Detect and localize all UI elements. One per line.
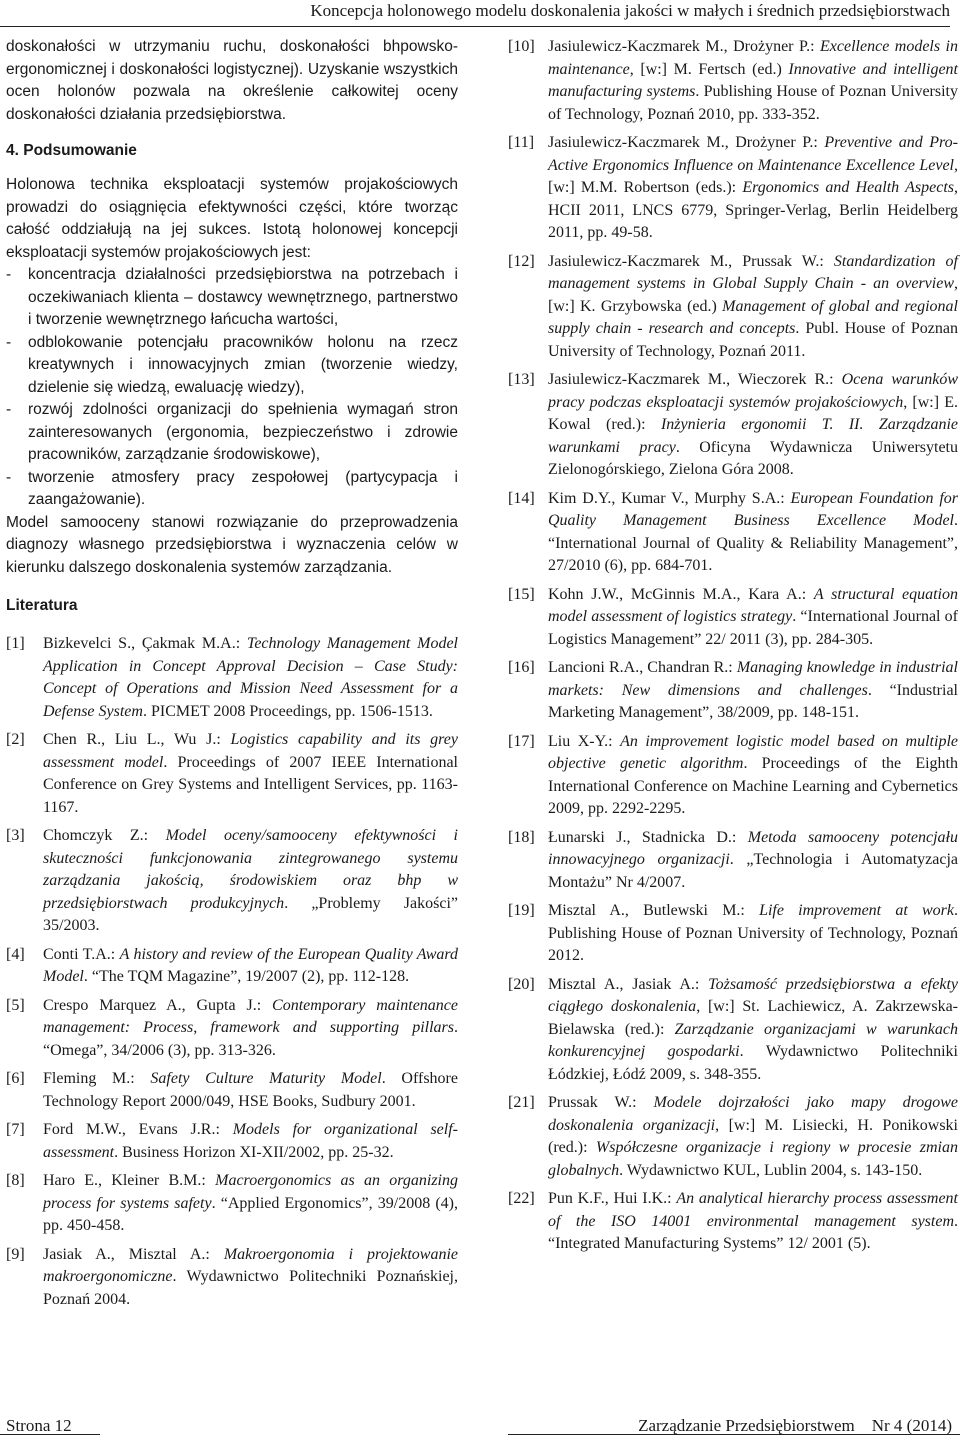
bullet-text: odblokowanie potencjału pracowników holonu na rzecz kreatywnych i innowacyjnych zmian (tworzenie wiedzy, dzielenie się wiedzą, ewaluację wiedzy), <box>28 333 458 396</box>
reference-item: [19] Misztal A., Butlewski M.: Life improvement at work. Publishing House of Poznan University of Technology, Poznań 2012. <box>508 902 958 964</box>
bullet-text: tworzenie atmosfery pracy zespołowej (partycypacja i zaangażowanie). <box>28 468 458 508</box>
list-item: - tworzenie atmosfery pracy zespołowej (partycypacja i zaangażowanie). <box>6 468 458 508</box>
section-heading: 4. Podsumowanie <box>6 142 137 159</box>
reference-item: [21] Prussak W.: Modele dojrzałości jako mapy drogowe doskonalenia organizacji, [w:] M. Lisiecki, H. Ponikowski (red.): Współczesne organizacje i regiony w procesie zmian globalnych. Wydawnictwo KUL, Lublin 2004, s. 143-150. <box>508 1094 958 1179</box>
left-column <box>6 36 458 1317</box>
bullet-text: rozwój zdolności organizacji do spełnienia wymagań stron zainteresowanych (ergonomia, bezpieczeństwo i zdrowie pracowników, zarządzanie środowiskowe), <box>28 401 458 463</box>
reference-item: [11] Jasiulewicz-Kaczmarek M., Drożyner P.: Preventive and Pro-Active Ergonomics Influence on Maintenance Excellence Level, [w:] M.M. Robertson (eds.): Ergonomics and Health Aspects, HCII 2011, LNCS 6779, Springer-Verlag, Berlin Heidelberg 2011, pp. 49-58. <box>508 134 959 241</box>
reference-item: [18] Łunarski J., Stadnicka D.: Metoda samooceny potencjału innowacyjnego organizacji. „Technologia i Automatyzacja Montażu” Nr 4/2007. <box>508 828 958 891</box>
journal-name: Zarządzanie Przedsiębiorstwem <box>638 1416 855 1435</box>
summary-bullet-list <box>6 264 458 512</box>
running-title: Koncepcja holonowego modelu doskonalenia jakości w małych i średnich przedsiębiorstwach <box>310 1 950 20</box>
reference-item: [4] Conti T.A.: A history and review of the European Quality Award Model. “The TQM Magazine”, 19/2007 (2), pp. 112-128. <box>6 945 458 985</box>
reference-item: [12] Jasiulewicz-Kaczmarek M., Prussak W.: Standardization of management systems in Global Supply Chain - an overview, [w:] K. Grzybowska (ed.) Management of global and regional supply chain - research and concepts. Publ. House of Poznan University of Technology, Poznań 2011. <box>508 252 959 360</box>
list-item: - rozwój zdolności organizacji do spełnienia wymagań stron zainteresowanych (ergonomia, bezpieczeństwo i zdrowie pracowników, zarządzanie środowiskowe), <box>6 401 458 463</box>
reference-item: [15] Kohn J.W., McGinnis M.A., Kara A.: A structural equation model assessment of logistics strategy. “International Journal of Logistics Management” 22/ 2011 (3), pp. 284-305. <box>508 585 958 648</box>
reference-item: [10] Jasiulewicz-Kaczmarek M., Drożyner P.: Excellence models in maintenance, [w:] M. Fertsch (ed.) Innovative and intelligent manufacturing systems. Publishing House of Poznan University of Technology, Poznań 2010, pp. 333-352. <box>508 38 959 123</box>
reference-item: [22] Pun K.F., Hui I.K.: An analytical hierarchy process assessment of the ISO 14001 environmental management system. “Integrated Manufacturing Systems” 12/ 2001 (5). <box>508 1190 958 1252</box>
list-item: - odblokowanie potencjału pracowników holonu na rzecz kreatywnych i innowacyjnych zmian (tworzenie wiedzy, dzielenie się wiedzą, ewaluację wiedzy), <box>6 333 458 396</box>
reference-item: [7] Ford M.W., Evans J.R.: Models for organizational self-assessment. Business Horizon XI-XII/2002, pp. 25-32. <box>6 1121 459 1161</box>
reference-item: [17] Liu X-Y.: An improvement logistic model based on multiple objective genetic algorithm. Proceedings of the Eighth International Conference on Machine Learning and Cybernetics 2009, pp. 2292-2295. <box>508 732 958 817</box>
reference-item: [5] Crespo Marquez A., Gupta J.: Contemporary maintenance management: Process, framework and supporting pillars. “Omega”, 34/2006 (3), pp. 313-326. <box>6 996 459 1059</box>
summary-paragraph: Holonowa technika eksploatacji systemów projakościowych prowadzi do osiągnięcia efektywności części, które tworząc całość oddziałują na jej sukces. Istotą holonowej koncepcji eksploatacji systemów projakościowych jest: <box>6 176 458 261</box>
conclusion-paragraph: Model samooceny stanowi rozwiązanie do przeprowadzenia diagnozy własnego przedsiębiorstwa i wyznaczenia celów w kierunku dalszego doskonalenia systemów zarządzania. <box>6 513 458 576</box>
page-number: Strona 12 <box>6 1416 72 1435</box>
journal-footer <box>638 1415 952 1437</box>
reference-list-right <box>508 36 958 1256</box>
reference-item: [9] Jasiak A., Misztal A.: Makroergonomia i projektowanie makroergonomiczne. Wydawnictwo Politechniki Poznańskiej, Poznań 2004. <box>6 1245 459 1308</box>
reference-item: [14] Kim D.Y., Kumar V., Murphy S.A.: European Foundation for Quality Management Business Excellence Model. “International Journal of Quality & Reliability Management”, 27/2010 (6), pp. 684-701. <box>508 489 959 574</box>
intro-paragraph: doskonałości w utrzymaniu ruchu, doskonałości bhpowsko-ergonomicznej i doskonałości logistycznej). Uzyskanie wszystkich ocen holonów pozwala na określenie całkowitej oceny doskonałości działania przedsiębiorstwa. <box>6 38 458 123</box>
reference-list-left <box>6 633 458 1311</box>
literature-heading: Literatura <box>6 597 78 614</box>
bullet-text: koncentracja działalności przedsiębiorstwa na potrzebach i oczekiwaniach klienta – dostawcy wewnętrznego, partnerstwo i tworzenie wewnętrznego łańcucha wartości, <box>28 266 458 328</box>
reference-item: [20] Misztal A., Jasiak A.: Tożsamość przedsiębiorstwa a efekty ciągłego doskonalenia, [w:] St. Lachiewicz, A. Zakrzewska-Bielawska (red.): Zarządzanie organizacjami w warunkach konkurencyjnej gospodarki. Wydawnictwo Politechniki Łódzkiej, Łódź 2009, s. 348-355. <box>508 975 959 1083</box>
right-column <box>508 36 958 1262</box>
journal-issue: Nr 4 (2014) <box>871 1416 952 1435</box>
reference-item: [6] Fleming M.: Safety Culture Maturity Model. Offshore Technology Report 2000/049, HSE Books, Sudbury 2001. <box>6 1070 458 1110</box>
reference-item: [8] Haro E., Kleiner B.M.: Macroergonomics as an organizing process for systems safety. “Applied Ergonomics”, 39/2008 (4), pp. 450-458. <box>6 1172 459 1234</box>
reference-item: [3] Chomczyk Z.: Model oceny/samooceny efektywności i skuteczności funkcjonowania zintegrowanego systemu zarządzania jakością, środowiskiem oraz bhp w przedsiębiorstwach produkcyjnych. „Problemy Jakości” 35/2003. <box>6 827 459 934</box>
reference-item: [16] Lancioni R.A., Chandran R.: Managing knowledge in industrial markets: New dimensions and challenges. “Industrial Marketing Management”, 38/2009, pp. 148-151. <box>508 659 959 721</box>
running-header <box>0 0 950 27</box>
reference-item: [2] Chen R., Liu L., Wu J.: Logistics capability and its grey assessment model. Proceedings of 2007 IEEE International Conference on Grey Systems and Intelligent Services, pp. 1163-1167. <box>6 731 459 816</box>
reference-item: [1] Bizkevelci S., Çakmak M.A.: Technology Management Model Application in Concept Approval Decision – Case Study: Concept of Operations and Mission Need Assessment for a Defense System. PICMET 2008 Proceedings, pp. 1506-1513. <box>6 635 458 720</box>
reference-item: [13] Jasiulewicz-Kaczmarek M., Wieczorek R.: Ocena warunków pracy podczas eksploatacji systemów projakościowych, [w:] E. Kowal (red.): Inżynieria ergonomii T. II. Zarządzanie warunkami pracy. Oficyna Wydawnicza Uniwersytetu Zielonogórskiego, Zielona Góra 2008. <box>508 371 959 478</box>
list-item: - koncentracja działalności przedsiębiorstwa na potrzebach i oczekiwaniach klienta – dostawcy wewnętrznego, partnerstwo i tworzenie wewnętrznego łańcucha wartości, <box>6 266 458 328</box>
